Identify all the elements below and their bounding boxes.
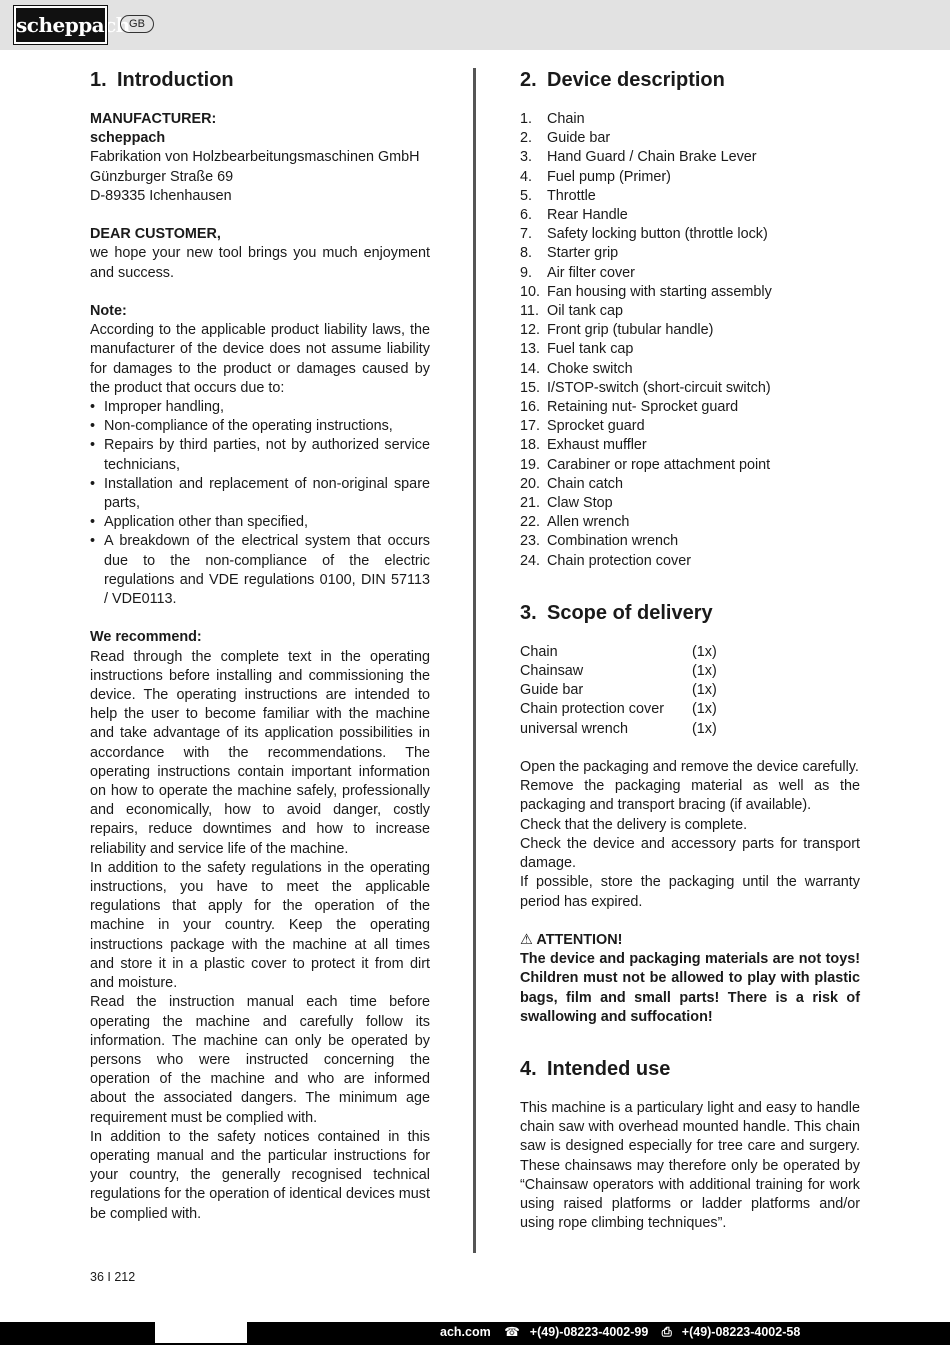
list-item: 14. Choke switch xyxy=(520,360,633,377)
fax-icon: ⎙ xyxy=(661,1325,672,1339)
recommend-paragraph: In addition to the safety notices contained in this operating manual and the particular instructions for your country, the generally recognised technical regulations for the operation of identical devices must be complied with. xyxy=(90,1128,430,1222)
list-item: 6. Rear Handle xyxy=(520,207,628,224)
recommend-paragraph: In addition to the safety regulations in the operating instructions, you have to meet the applicable regulations that apply for the operation of the machine in your country. Keep the operating instructions package with the machine at all times and store it in a plastic cover to protect it from dirt and moisture. xyxy=(90,859,430,992)
list-item: 17. Sprocket guard xyxy=(520,418,645,435)
recommend-paragraph: Read the instruction manual each time before operating the machine and carefully follow its information. The machine can only be operated by persons who were instructed concerning the operation of the machine and who are informed about the associated dangers. The minimum age requirement must be complied with. xyxy=(90,994,430,1126)
column-divider xyxy=(473,68,476,1253)
page-header xyxy=(0,0,950,50)
street: Günzburger Straße 69 xyxy=(90,168,234,185)
note-text: According to the applicable product liability laws, the manufacturer of the device does not assume liability for damages to the product or damages caused by the product that occurs due to: xyxy=(90,322,430,396)
section-title-device-description: 2. Device description xyxy=(520,69,725,91)
left-column xyxy=(90,66,430,1224)
list-item: 24. Chain protection cover xyxy=(520,552,691,569)
table-row: Chain protection cover (1x) xyxy=(520,701,717,718)
list-item: 23. Combination wrench xyxy=(520,533,679,550)
scope-line: Check the device and accessory parts for transport damage. xyxy=(520,835,860,872)
list-item: 3. Hand Guard / Chain Brake Lever xyxy=(520,149,757,166)
list-item: • Application other than specified, xyxy=(90,513,430,532)
scope-line: Open the packaging and remove the device carefully. xyxy=(520,759,859,776)
section-title-scope-of-delivery: 3. Scope of delivery xyxy=(520,601,713,624)
recommend-label: We recommend: xyxy=(90,629,202,646)
list-item: 20. Chain catch xyxy=(520,475,623,492)
page-footer xyxy=(0,1322,950,1345)
list-item: 10. Fan housing with starting assembly xyxy=(520,283,772,300)
list-item: 11. Oil tank cap xyxy=(520,303,623,320)
attention-heading: ⚠ ATTENTION! xyxy=(520,931,623,948)
right-column xyxy=(520,66,860,1233)
list-item: 22. Allen wrench xyxy=(520,514,630,531)
liability-list xyxy=(90,398,430,609)
parts-list xyxy=(520,110,860,571)
table-row: Guide bar (1x) xyxy=(520,682,717,699)
note-label: Note: xyxy=(90,303,127,319)
city: D-89335 Ichenhausen xyxy=(90,187,232,204)
list-item: • Improper handling, xyxy=(90,398,430,417)
scheppach-logo: scheppach xyxy=(14,6,107,44)
list-item: 8. Starter grip xyxy=(520,245,619,262)
scope-line: If possible, store the packaging until the warranty period has expired. xyxy=(520,874,860,910)
table-row: Chainsaw (1x) xyxy=(520,663,717,680)
attention-text: The device and packaging materials are not toys! Children must not be allowed to play with plastic bags, film and small parts! There is a risk of swallowing and suffocation! xyxy=(520,951,860,1025)
list-item: • Repairs by third parties, not by authorized service technicians, xyxy=(90,436,430,474)
list-item: 2. Guide bar xyxy=(520,130,611,147)
dear-customer-label: DEAR CUSTOMER, xyxy=(90,226,221,243)
language-badge: GB xyxy=(120,15,154,33)
section-title-intended-use: 4. Intended use xyxy=(520,1057,671,1080)
phone-icon: ☎ xyxy=(504,1325,520,1339)
list-item: 16. Retaining nut- Sprocket guard xyxy=(520,399,739,416)
company-name: Fabrikation von Holzbearbeitungsmaschinen GmbH xyxy=(90,149,420,166)
dear-customer-text: we hope your new tool brings you much enjoyment and success. xyxy=(90,245,430,281)
list-item: 15. I/STOP-switch (short-circuit switch) xyxy=(520,379,771,396)
list-item: 4. Fuel pump (Primer) xyxy=(520,168,671,185)
list-item: 1. Chain xyxy=(520,111,585,127)
list-item: 19. Carabiner or rope attachment point xyxy=(520,456,771,473)
manufacturer-label: MANUFACTURER: xyxy=(90,111,217,127)
intended-use-text: This machine is a particulary light and easy to handle chain saw with overhead mounted handle. This chain saw is designed especially for tree care and surgery. These chainsaws may therefore only be operated by “Chainsaw operators with additional training for work using raised platforms or ladder platforms and/or using rope climbing techniques”. xyxy=(520,1099,860,1232)
footer-website: ach.com xyxy=(440,1325,491,1339)
company: scheppach xyxy=(90,130,166,147)
list-item: 7. Safety locking button (throttle lock) xyxy=(520,226,768,243)
scope-table xyxy=(520,643,717,739)
list-item: 13. Fuel tank cap xyxy=(520,341,634,358)
scope-line: Check that the delivery is complete. xyxy=(520,816,748,833)
list-item: 12. Front grip (tubular handle) xyxy=(520,322,714,339)
list-item: 18. Exhaust muffler xyxy=(520,437,647,454)
scope-line: Remove the packaging material as well as the packaging and transport bracing (if available). xyxy=(520,778,860,814)
warning-triangle-icon: ⚠ xyxy=(520,931,533,948)
list-item: • Non-compliance of the operating instructions, xyxy=(90,417,430,436)
list-item: 9. Air filter cover xyxy=(520,264,635,281)
footer-phone: +(49)-08223-4002-99 xyxy=(529,1325,649,1339)
page-number: 36 I 212 xyxy=(90,1270,136,1284)
recommend-paragraph: Read through the complete text in the operating instructions before installing and commissioning the device. The operating instructions are intended to help the user to become familiar with the machine and take advantage of its application possibilities in accordance with the recommendations. The operating instructions contain important information on how to operate the machine safely, professionally and economically, how to avoid danger, costly repairs, reduce downtimes and how to increase reliability and service life of the machine. xyxy=(90,648,430,857)
list-item: • A breakdown of the electrical system that occurs due to the non-compliance of the electric regulations and VDE regulations 0100, DIN 57113 / VDE0113. xyxy=(90,532,430,609)
table-row: Chain (1x) xyxy=(520,643,717,660)
footer-fax: +(49)-08223-4002-58 xyxy=(681,1325,801,1339)
section-title-introduction: 1. Introduction xyxy=(90,69,234,91)
table-row: universal wrench (1x) xyxy=(520,720,717,737)
list-item: 21. Claw Stop xyxy=(520,495,613,512)
list-item: • Installation and replacement of non-original spare parts, xyxy=(90,475,430,513)
list-item: 5. Throttle xyxy=(520,187,596,204)
